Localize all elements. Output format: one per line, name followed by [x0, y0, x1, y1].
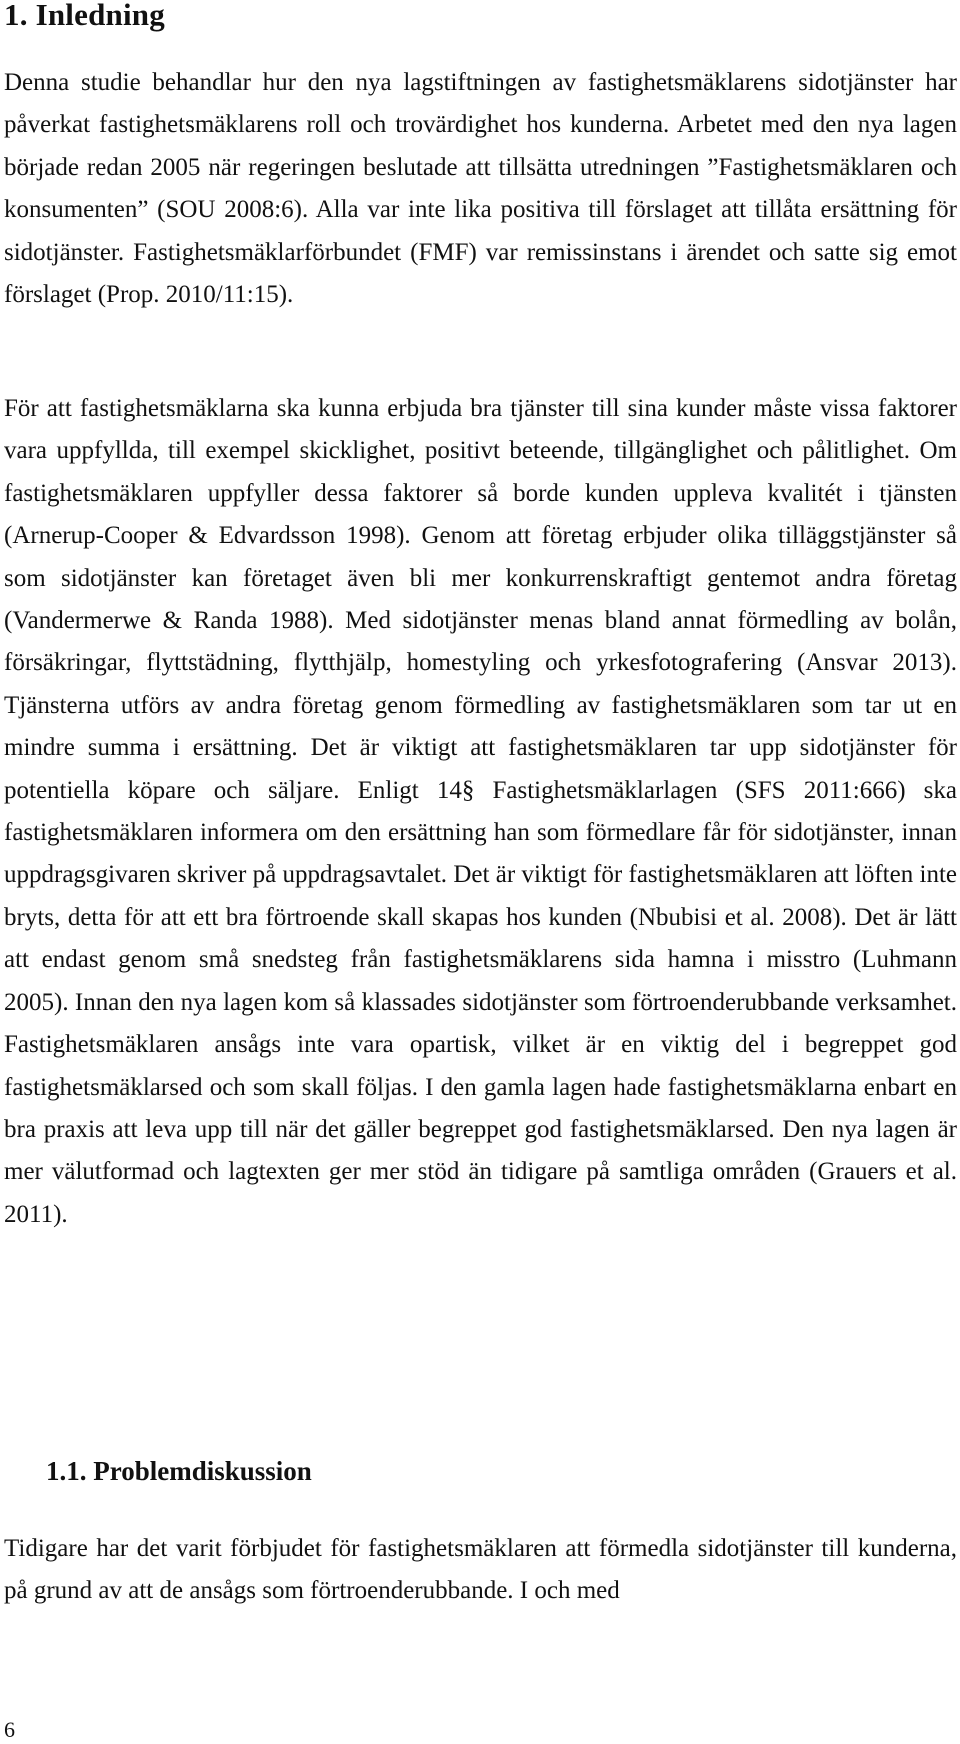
page-number: 6	[4, 1717, 15, 1742]
subsection-heading: 1.1. Problemdiskussion	[46, 1456, 312, 1486]
body-paragraph-services: För att fastighetsmäklarna ska kunna erbjuda bra tjänster till sina kunder måste vissa faktorer vara uppfyllda, till exempel skicklighet, positivt beteende, tillgänglighet och pålitlighet. Om fastighetsmäklaren uppfyller dessa faktorer så borde kunden uppleva kvalitét i tjänsten (Arnerup-Cooper & Edvardsson 1998). Genom att företag erbjuder olika tilläggstjänster så som sidotjänster kan företaget även bli mer konkurrenskraftigt gentemot andra företag (Vandermerwe & Randa 1988). Med sidotjänster menas bland annat förmedling av bolån, försäkringar, flyttstädning, flytthjälp, homestyling och yrkesfotografering (Ansvar 2013). Tjänsterna utförs av andra företag genom förmedling av fastighetsmäklaren som tar ut en mindre summa i ersättning. Det är viktigt att fastighetsmäklaren tar upp sidotjänster för potentiella köpare och säljare. Enligt 14§ Fastighetsmäklarlagen (SFS 2011:666) ska fastighetsmäklaren informera om den ersättning han som förmedlare får för sidotjänster, innan uppdragsgivaren skriver på uppdragsavtalet. Det är viktigt för fastighetsmäklaren att löften inte bryts, detta för att ett bra förtroende skall skapas hos kunden (Nbubisi et al. 2008). Det är lätt att endast genom små snedsteg från fastighetsmäklarens sida hamna i misstro (Luhmann 2005). Innan den nya lagen kom så klassades sidotjänster som förtroenderubbande verksamhet. Fastighetsmäklaren ansågs inte vara opartisk, vilket är en viktig del i begreppet god fastighetsmäklarsed och som skall följas. I den gamla lagen hade fastighetsmäklarna enbart en bra praxis att leva upp till när det gäller begreppet god fastighetsmäklarsed. Den nya lagen är mer välutformad och lagtexten ger mer stöd än tidigare på samtliga områden (Grauers et al. 2011).	[4, 395, 957, 1228]
body-paragraph-problem: Tidigare har det varit förbjudet för fastighetsmäklaren att förmedla sidotjänster till kunderna, på grund av att de ansågs som förtroenderubbande. I och med	[4, 1535, 957, 1605]
body-paragraph-intro: Denna studie behandlar hur den nya lagstiftningen av fastighetsmäklarens sidotjänster har påverkat fastighetsmäklarens roll och trovärdighet hos kunderna. Arbetet med den nya lagen började redan 2005 när regeringen beslutade att tillsätta utredningen ”Fastighetsmäklaren och konsumenten” (SOU 2008:6). Alla var inte lika positiva till förslaget att tillåta ersättning för sidotjänster. Fastighetsmäklarförbundet (FMF) var remissinstans i ärendet och satte sig emot förslaget (Prop. 2010/11:15).	[4, 69, 957, 309]
section-heading: 1. Inledning	[4, 0, 165, 32]
